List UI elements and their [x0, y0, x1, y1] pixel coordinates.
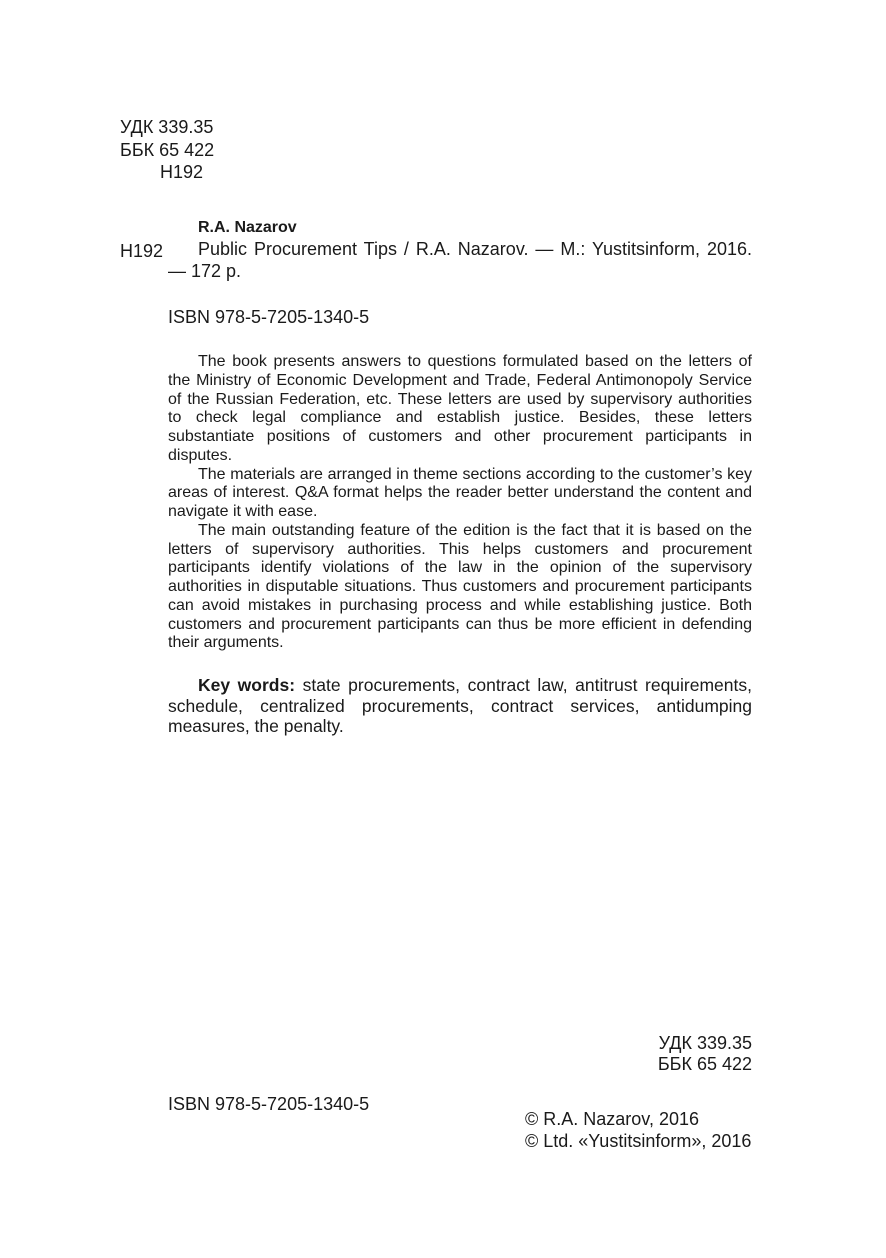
footer-isbn: ISBN 978-5-7205-1340-5: [168, 1094, 370, 1114]
abstract-paragraph: The book presents answers to questions formulated based on the letters of the Ministry of Economic Development and Trade, Federal Antimonopoly Service of the Russian Federation, etc. These letters are used by supervisory authorities to check legal compliance and establish justice. Besides, these letters substantiate positions of customers and other procurement participants in disputes.: [168, 353, 752, 464]
abstract-paragraph: The materials are arranged in theme sections according to the customer’s key areas of interest. Q&A format helps the reader better understand the content and navigate it with ease.: [168, 465, 752, 520]
author-code: Н192: [160, 162, 204, 182]
author-name: R.A. Nazarov: [198, 219, 297, 236]
keywords: [168, 675, 752, 737]
keywords-label: Key words:: [198, 675, 296, 695]
keywords-text: state procurements, contract law, antitrust requirements, schedule, centralized procurements, contract services, antidumping measures, the penalty.: [168, 675, 752, 736]
footer-udk-code: УДК 339.35: [658, 1033, 752, 1053]
abstract: [168, 353, 752, 653]
bibliography-entry: Public Procurement Tips / R.A. Nazarov. — M.: Yustitsinform, 2016. — 172 p.: [168, 239, 752, 281]
isbn: ISBN 978-5-7205-1340-5: [168, 307, 370, 327]
bibliography-code: Н192: [120, 241, 164, 261]
copyright-publisher: © Ltd. «Yustitsinform», 2016: [525, 1131, 752, 1151]
udk-code: УДК 339.35: [120, 117, 214, 137]
copyright-author: © R.A. Nazarov, 2016: [525, 1109, 700, 1129]
bbk-code: ББК 65 422: [120, 140, 215, 160]
abstract-paragraph: The main outstanding feature of the edition is the fact that it is based on the letters of supervisory authorities. This helps customers and procurement participants identify violations of the law in the opinion of the supervisory authorities in disputable situations. Thus customers and procurement participants can avoid mistakes in purchasing process and while establishing justice. Both customers and procurement participants can thus be more efficient in defending their arguments.: [168, 521, 752, 652]
footer-bbk-code: ББК 65 422: [657, 1054, 752, 1074]
